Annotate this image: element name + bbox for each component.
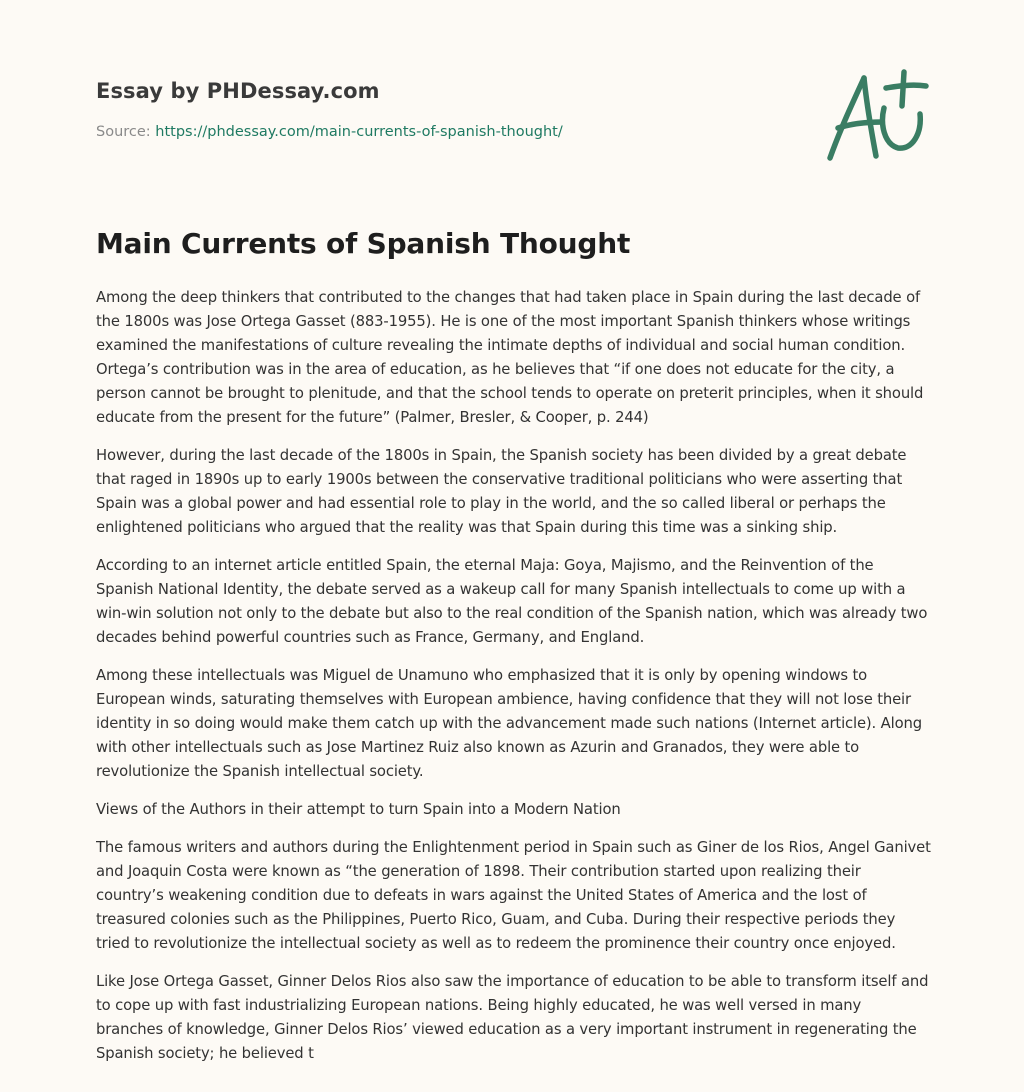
essay-paragraph: The famous writers and authors during the Enlightenment period in Spain such as Giner de los Rios, Angel Ganivet and Joaquin Costa were known as “the generation of 1898. Their contribution started upon realizing their country’s weakening condition due to defeats in wars against the United States of America and the lost of treasured colonies such as the Philippines, Puerto Rico, Guam, and Cuba. During their respective periods they tried to revolutionize the intellectual society as well as to redeem the prominence their country once enjoyed. xyxy=(96,839,931,952)
site-title: Essay by PHDessay.com xyxy=(96,79,380,103)
essay-paragraph: Among the deep thinkers that contributed to the changes that had taken place in Spain during the last decade of the 1800s was Jose Ortega Gasset (883-1955). He is one of the most important Spanish thinkers whose writings examined the manifestations of culture revealing the intimate depths of individual and social human condition. Ortega’s contribution was in the area of education, as he believes that “if one does not educate for the city, a person cannot be brought to plenitude, and that the school tends to operate on preterit principles, when it should educate from the present for the future” (Palmer, Bresler, & Cooper, p. 244) xyxy=(96,289,924,426)
essay-section-heading: Views of the Authors in their attempt to turn Spain into a Modern Nation xyxy=(96,801,621,818)
essay-paragraph: Among these intellectuals was Miguel de Unamuno who emphasized that it is only by opening windows to European winds, saturating themselves with European ambience, having confidence that they will not lose their identity in so doing would make them catch up with the advancement made such nations (Internet article). Along with other intellectuals such as Jose Martinez Ruiz also known as Azurin and Granados, they were able to revolutionize the Spanish intellectual society. xyxy=(96,667,922,780)
essay-paragraph: However, during the last decade of the 1800s in Spain, the Spanish society has been divided by a great debate that raged in 1890s up to early 1900s between the conservative traditional politicians who were asserting that Spain was a global power and had essential role to play in the world, and the so called liberal or perhaps the enlightened politicians who argued that the reality was that Spain during this time was a sinking ship. xyxy=(96,447,907,536)
source-line xyxy=(96,122,796,142)
source-link[interactable]: https://phdessay.com/main-currents-of-spanish-thought/ xyxy=(155,124,563,140)
source-label: Source: xyxy=(96,124,151,140)
a-plus-logo-icon xyxy=(818,64,930,168)
page-header xyxy=(96,78,796,142)
essay-body xyxy=(96,286,932,1078)
essay-title: Main Currents of Spanish Thought xyxy=(96,227,631,260)
essay-paragraph: According to an internet article entitled Spain, the eternal Maja: Goya, Majismo, and the Reinvention of the Spanish National Identity, the debate served as a wakeup call for many Spanish intellectuals to come up with a win-win solution not only to the debate but also to the real condition of the Spanish nation, which was already two decades behind powerful countries such as France, Germany, and England. xyxy=(96,557,928,646)
essay-paragraph: Like Jose Ortega Gasset, Ginner Delos Rios also saw the importance of education to be able to transform itself and to cope up with fast industrializing European nations. Being highly educated, he was well versed in many branches of knowledge, Ginner Delos Rios’ viewed education as a very important instrument in regenerating the Spanish society; he believed t xyxy=(96,973,929,1062)
